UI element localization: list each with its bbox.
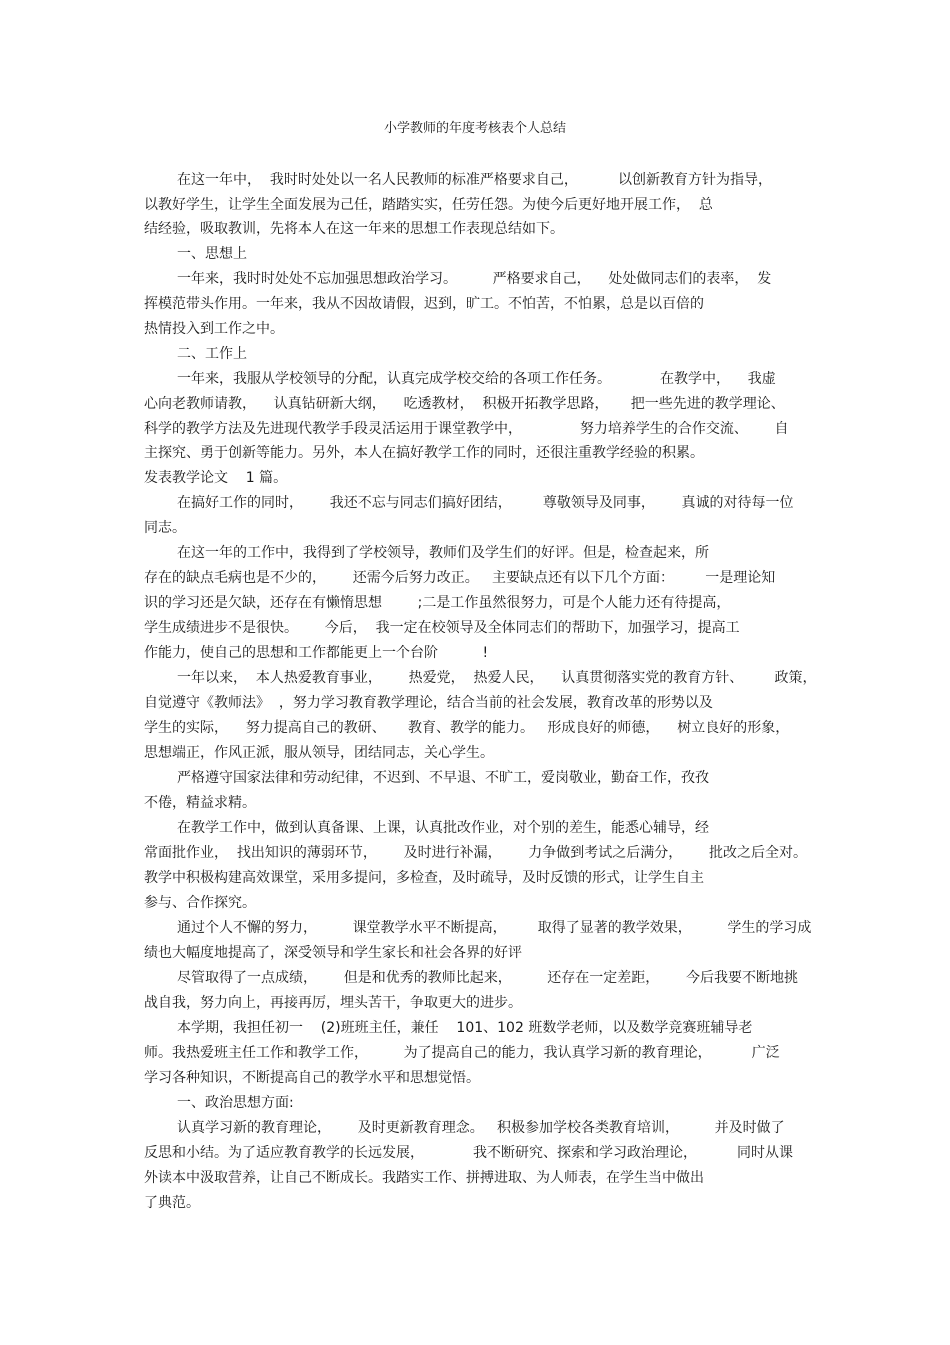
paragraph-line: 在这一年中， 我时时处处以一名人民教师的标准严格要求自己， 以创新教育方针为指导，: [177, 172, 772, 188]
paragraph-line: 不倦，精益求精。: [144, 795, 256, 811]
paragraph-line: 参与、合作探究。: [144, 895, 256, 911]
paragraph-line: 思想端正，作风正派，服从领导，团结同志，关心学生。: [144, 745, 494, 761]
paragraph-line: 认真学习新的教育理论， 及时更新教育理念。 积极参加学校各类教育培训， 并及时做了: [177, 1120, 785, 1136]
paragraph-line: 常面批作业， 找出知识的薄弱环节， 及时进行补漏， 力争做到考试之后满分， 批改之后全对。: [144, 845, 808, 861]
paragraph-line: 一年以来， 本人热爱教育事业， 热爱党， 热爱人民， 认真贯彻落实党的教育方针、 政策，: [177, 670, 817, 686]
paragraph-line: 绩也大幅度地提高了，深受领导和学生家长和社会各界的好评: [144, 945, 522, 961]
section-heading: 一、思想上: [177, 246, 247, 262]
paragraph-line: 作能力，使自己的思想和工作都能更上一个台阶 !: [144, 645, 489, 661]
paragraph-line: 一年来，我时时处处不忘加强思想政治学习。 严格要求自己， 处处做同志们的表率， 发: [177, 271, 772, 287]
paragraph-line: 热情投入到工作之中。: [144, 321, 284, 337]
paragraph-line: 科学的教学方法及先进现代教学手段灵活运用于课堂教学中， 努力培养学生的合作交流、 自: [144, 421, 789, 437]
paragraph-line: 战自我，努力向上，再接再厉，埋头苦干，争取更大的进步。: [144, 995, 522, 1011]
paragraph-line: 学生的实际， 努力提高自己的教研、 教育、教学的能力。 形成良好的师德， 树立良好的形象，: [144, 720, 790, 736]
paragraph-line: 在教学工作中，做到认真备课、上课，认真批改作业，对个别的差生，能悉心辅导，经: [177, 820, 709, 836]
paragraph-line: 本学期，我担任初一 (2)班班主任，兼任 101、102 班数学老师，以及数学竞赛班辅导老: [177, 1020, 753, 1036]
section-heading: 二、工作上: [177, 346, 247, 362]
paragraph-line: 同志。: [144, 520, 186, 536]
paragraph-line: 教学中积极构建高效课堂，采用多提问，多检查，及时疏导，及时反馈的形式，让学生自主: [144, 870, 704, 886]
section-heading: 一、政治思想方面:: [177, 1095, 294, 1111]
paragraph-line: 结经验，吸取教训，先将本人在这一年来的思想工作表现总结如下。: [144, 221, 564, 237]
paragraph-line: 学生成绩进步不是很快。 今后， 我一定在校领导及全体同志们的帮助下，加强学习，提高工: [144, 620, 740, 636]
paragraph-line: 学习各种知识，不断提高自己的教学水平和思想觉悟。: [144, 1070, 480, 1086]
paragraph-line: 尽管取得了一点成绩， 但是和优秀的教师比起来， 还存在一定差距， 今后我要不断地挑: [177, 970, 799, 986]
paragraph-line: 发表教学论文 1 篇。: [144, 470, 288, 486]
paragraph-line: 在搞好工作的同时， 我还不忘与同志们搞好团结， 尊敬领导及同事， 真诚的对待每一位: [177, 495, 794, 511]
document-title: 小学教师的年度考核表个人总结: [383, 121, 566, 136]
paragraph-line: 识的学习还是欠缺，还存在有懒惰思想 ;二是工作虽然很努力，可是个人能力还有待提高，: [144, 595, 731, 611]
paragraph-line: 以教好学生，让学生全面发展为己任，踏踏实实，任劳任怨。为使今后更好地开展工作， 总: [144, 197, 713, 213]
paragraph-line: 外读本中汲取营养，让自己不断成长。我踏实工作、拼搏进取、为人师表，在学生当中做出: [144, 1170, 704, 1186]
paragraph-line: 心向老教师请教， 认真钻研新大纲， 吃透教材， 积极开拓教学思路， 把一些先进的教学理论、: [144, 396, 785, 412]
paragraph-line: 挥模范带头作用。一年来，我从不因故请假，迟到，旷工。不怕苦，不怕累，总是以百倍的: [144, 296, 704, 312]
paragraph-line: 主探究、勇于创新等能力。另外，本人在搞好教学工作的同时，还很注重教学经验的积累。: [144, 445, 704, 461]
paragraph-line: 存在的缺点毛病也是不少的， 还需今后努力改正。 主要缺点还有以下几个方面： 一是理论知: [144, 570, 776, 586]
paragraph-line: 在这一年的工作中，我得到了学校领导，教师们及学生们的好评。但是，检查起来，所: [177, 545, 709, 561]
paragraph-line: 反思和小结。为了适应教育教学的长远发展， 我不断研究、探索和学习政治理论， 同时从课: [144, 1145, 794, 1161]
paragraph-line: 了典范。: [144, 1195, 200, 1211]
paragraph-line: 师。我热爱班主任工作和教学工作， 为了提高自己的能力，我认真学习新的教育理论， 广泛: [144, 1045, 780, 1061]
paragraph-line: 通过个人不懈的努力， 课堂教学水平不断提高， 取得了显著的教学效果， 学生的学习成: [177, 920, 812, 936]
paragraph-line: 自觉遵守《教师法》 ，努力学习教育教学理论，结合当前的社会发展，教育改革的形势以及: [144, 695, 713, 711]
paragraph-line: 严格遵守国家法律和劳动纪律，不迟到、不早退、不旷工，爱岗敬业，勤奋工作，孜孜: [177, 770, 709, 786]
paragraph-line: 一年来，我服从学校领导的分配，认真完成学校交给的各项工作任务。 在教学中， 我虚: [177, 371, 776, 387]
